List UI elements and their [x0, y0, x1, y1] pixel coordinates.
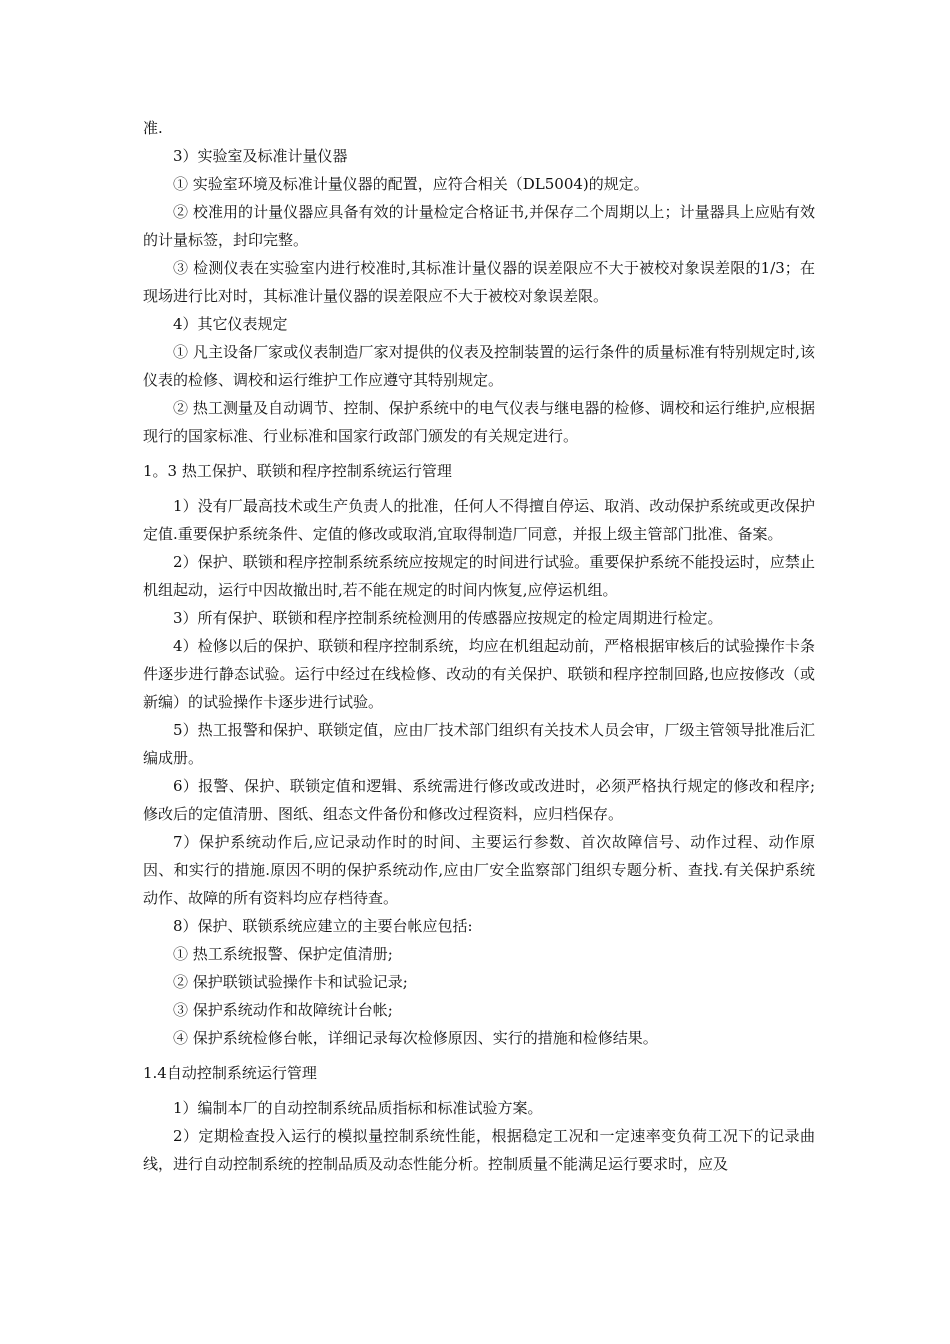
section-heading-1-3: 1。3 热工保护、联锁和程序控制系统运行管理 — [143, 462, 452, 480]
paragraph-continuation: 准. — [143, 119, 163, 137]
list-item: ② 保护联锁试验操作卡和试验记录; — [173, 973, 408, 991]
paragraph: 8）保护、联锁系统应建立的主要台帐应包括: — [173, 917, 473, 935]
list-item: ② 热工测量及自动调节、控制、保护系统中的电气仪表与继电器的检修、调校和运行维护,应根据现行的国家标准、行业标准和国家行政部门颁发的有关规定进行。 — [143, 399, 815, 445]
list-item: ① 热工系统报警、保护定值清册; — [173, 945, 393, 963]
list-item: ④ 保护系统检修台帐，详细记录每次检修原因、实行的措施和检修结果。 — [173, 1029, 658, 1047]
document-body — [143, 114, 815, 1178]
subheading-lab-instruments: 3）实验室及标准计量仪器 — [173, 147, 348, 165]
paragraph: 1）没有厂最高技术或生产负责人的批准，任何人不得擅自停运、取消、改动保护系统或更改保护定值.重要保护系统条件、定值的修改或取消,宜取得制造厂同意，并报上级主管部门批准、备案。 — [143, 497, 815, 543]
paragraph: 3）所有保护、联锁和程序控制系统检测用的传感器应按规定的检定周期进行检定。 — [173, 609, 723, 627]
paragraph: 7）保护系统动作后,应记录动作时的时间、主要运行参数、首次故障信号、动作过程、动作原因、和实行的措施.原因不明的保护系统动作,应由厂安全监察部门组织专题分析、查找.有关保护系统动作、故障的所有资料均应存档待查。 — [143, 833, 815, 907]
subheading-other-instruments: 4）其它仪表规定 — [173, 315, 288, 333]
paragraph: 2）定期检查投入运行的模拟量控制系统性能，根据稳定工况和一定速率变负荷工况下的记录曲线，进行自动控制系统的控制品质及动态性能分析。控制质量不能满足运行要求时，应及 — [143, 1127, 815, 1173]
list-item: ② 校准用的计量仪器应具备有效的计量检定合格证书,并保存二个周期以上；计量器具上应贴有效的计量标签，封印完整。 — [143, 203, 815, 249]
section-heading-1-4: 1.4自动控制系统运行管理 — [143, 1064, 317, 1082]
paragraph: 4）检修以后的保护、联锁和程序控制系统，均应在机组起动前，严格根据审核后的试验操作卡条件逐步进行静态试验。运行中经过在线检修、改动的有关保护、联锁和程序控制回路,也应按修改（或新编）的试验操作卡逐步进行试验。 — [143, 637, 815, 711]
paragraph: 5）热工报警和保护、联锁定值，应由厂技术部门组织有关技术人员会审，厂级主管领导批准后汇编成册。 — [143, 721, 815, 767]
paragraph: 6）报警、保护、联锁定值和逻辑、系统需进行修改或改进时，必须严格执行规定的修改和程序;修改后的定值清册、图纸、组态文件备份和修改过程资料，应归档保存。 — [143, 777, 815, 823]
list-item: ① 实验室环境及标准计量仪器的配置，应符合相关（DL5004)的规定。 — [173, 175, 649, 193]
list-item: ③ 保护系统动作和故障统计台帐; — [173, 1001, 393, 1019]
list-item: ① 凡主设备厂家或仪表制造厂家对提供的仪表及控制装置的运行条件的质量标准有特别规定时,该仪表的检修、调校和运行维护工作应遵守其特别规定。 — [143, 343, 815, 389]
paragraph: 2）保护、联锁和程序控制系统系统应按规定的时间进行试验。重要保护系统不能投运时，应禁止机组起动，运行中因故撤出时,若不能在规定的时间内恢复,应停运机组。 — [143, 553, 815, 599]
paragraph: 1）编制本厂的自动控制系统品质指标和标准试验方案。 — [173, 1099, 543, 1117]
list-item: ③ 检测仪表在实验室内进行校准时,其标准计量仪器的误差限应不大于被校对象误差限的1/3；在现场进行比对时，其标准计量仪器的误差限应不大于被校对象误差限。 — [143, 259, 815, 305]
